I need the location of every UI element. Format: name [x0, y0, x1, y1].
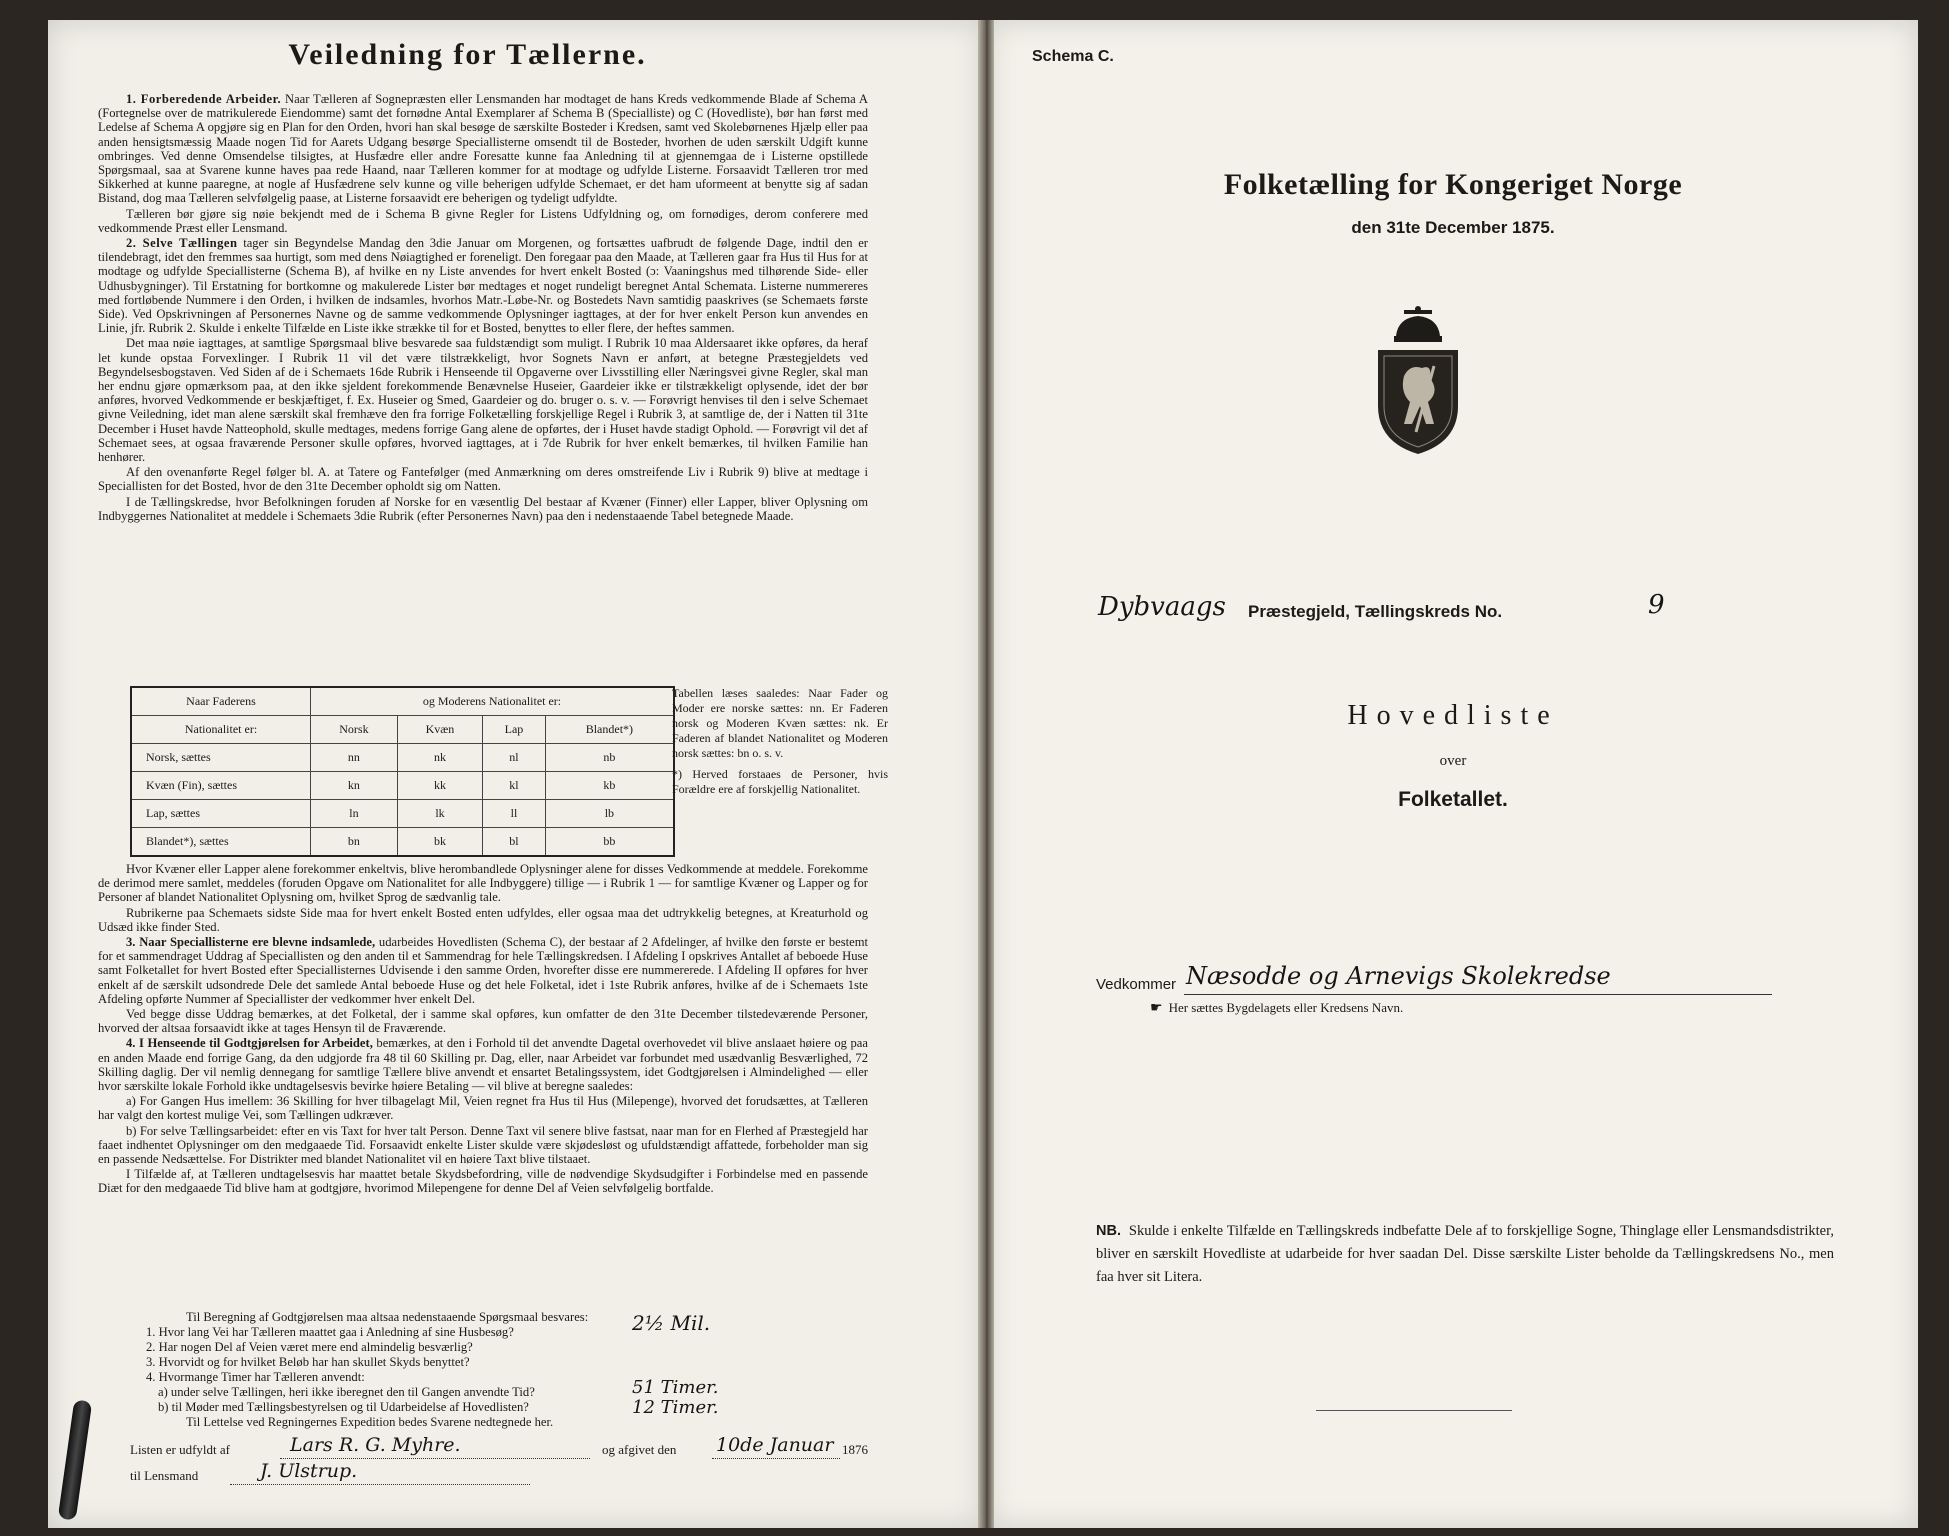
corner-bottom: Nationalitet er: — [131, 716, 311, 744]
district-name: Næsodde og Arnevigs Skolekredse — [1186, 962, 1611, 990]
table-row — [131, 828, 674, 857]
census-date: den 31te December 1875. — [1351, 218, 1555, 237]
left-page-title: Veiledning for Tællerne. — [288, 38, 647, 71]
para-3: Det maa nøie iagttages, at samtlige Spørgsmaal blive besvarede saa fuldstændigt som muligt. I Rubrik 10 maa Aldersaaret ikke opføres, da heraf let kunde opstaa Forvexlinger. I Rubrik 11 vil det være tilstrækkeligt, hvor Sognets Navn er anført, at betegne Præstegjeldets ved Begyndelsesbogstaven. Ved Siden af de i Schemaets 16de Rubrik i Henseende til Opgaverne over Livsstilling eller Næringsvei givne Regler, skal man her endnu gjøre opmærksom paa, at den ikke sjeldent forekommende Benævnelse Huseier, Gaardeier ikke er tilstrækkeligt oplysende, idet der bør anføres, hvorved Vedkommende er beskjæftiget, f. Ex. Huseier og Smed, Gaardeier og do. bruger o. s. v. — Forøvrigt henvises til den i selve Schemaet givne Veiledning, idet man alene særskilt skal fremhæve den fra forrige Folketælling forskjellige Regel i Rubrik 3, at samtlige de, der i Natten til 31te December i Huset havde Natteophold, skulle medtages, medens forrige Gang alene de opførtes, der i Huset havde stadigt Ophold. — Forøvrigt vil det af Schemaet sees, at ogsaa fraværende Personer skulle opføres, hvorved iagttages, at i 7de Rubrik for hver enkelt bemærkes, til hvilken Familie han henhører. — [98, 336, 868, 465]
table-cell: nb — [545, 744, 674, 772]
census-title: Folketælling for Kongeriget Norge — [1223, 168, 1683, 201]
table-cell: kb — [545, 772, 674, 800]
sign-name-2: J. Ulstrup. — [260, 1460, 358, 1482]
corner-top: Naar Faderens — [131, 687, 311, 716]
nationality-section — [130, 686, 890, 858]
row-label: Lap, sættes — [131, 800, 311, 828]
para-8 — [98, 935, 868, 1006]
para-10a: a) For Gangen Hus imellem: 36 Skilling for hver tilbagelagt Mil, Veien regnet fra Hus til Hus (Milepenge), hvorved det forudsættes, at Tælleren har valgt den kortest mulige Vei, som Tællingen udkræver. — [98, 1094, 868, 1123]
hovedliste-title: Hovedliste — [1347, 700, 1559, 731]
sign-mid: og afgivet den — [602, 1442, 677, 1457]
para-10 — [98, 1036, 868, 1093]
vedkommer-note: Her sættes Bygdelagets eller Kredsens Navn. — [1168, 1000, 1404, 1015]
para-11: I Tilfælde af, at Tælleren undtagelsesvis har maattet betale Skydsbefordring, ville de nødvendige Skydsudgifter i Forbindelse med en passende Diæt for den medgaaede Tid blive ham at godtgjøre, hvorimod Milepengene for denne Del af Veien selvfølgelig bortfalde. — [98, 1167, 868, 1196]
question-4b: b) til Møder med Tællingsbestyrelsen og til Udarbeidelse af Hovedlisten? — [158, 1400, 529, 1414]
table-cell: ln — [311, 800, 398, 828]
sign-label-2: til Lensmand — [130, 1468, 199, 1483]
vedkommer-line — [1184, 994, 1772, 995]
question-4: 4. Hvormange Timer har Tælleren anvendt: — [146, 1370, 365, 1384]
table-cell: bk — [397, 828, 482, 857]
pointing-hand-icon: ☛ — [1150, 1001, 1163, 1016]
row-label: Kvæn (Fin), sættes — [131, 772, 311, 800]
table-row — [131, 744, 674, 772]
sign-name-1: Lars R. G. Myhre. — [290, 1434, 461, 1456]
col-header: Norsk — [311, 716, 398, 744]
table-cell: bb — [545, 828, 674, 857]
parish-label: Præstegjeld, Tællingskreds No. — [1248, 602, 1503, 621]
question-4a: a) under selve Tællingen, heri ikke iberegnet den til Gangen anvendte Tid? — [158, 1385, 535, 1399]
answer-4a: 51 Timer. — [632, 1377, 719, 1398]
col-header: Blandet*) — [545, 716, 674, 744]
para-1-text: Naar Tælleren af Sognepræsten eller Lensmanden har modtaget de hans Kreds vedkommende Blade af Schema A (Fortegnelse over de matrikulerede Eiendomme) samt det fornødne Antal Exemplarer af Schema B (Specialliste) og C (Hovedliste), bør han først med Ledelse af Schema A opgjøre sig en Plan for den Orden, hvori han skal besøge de særskilte Bosteder i Kredsen, samt ved Skolebørnenes Hjælp eller paa anden hensigtsmæssig Maade nogen Tid for Aarets Udgang besørge Speciallisterne omsendt til de Bosteder, hvorhen de uden særskilt Udgift kunne ombringes. Ved denne Omsendelse tilsigtes, at Husfædre eller andre Foresatte kunne faa Anledning til at gjennemgaa de i Listerne opstillede Spørgsmaal, saa at Svarene kunne haves paa rede Haand, naar Tælleren kommer for at modtage og udfylde Listerne. Forsaavidt Tælleren tror med Sikkerhed at kunne paaregne, at nogle af Husfædrene selv kunne og ville beherigen udfylde Schemaet, er det ham uformeent at benytte sig af sadan Bistand, dog maa Tælleren selvfølgelig paase, at Listerne forsaavidt ere beherigen og tydeligt udfyldte. — [98, 92, 868, 206]
sign-label-1: Listen er udfyldt af — [130, 1442, 230, 1457]
para-2-text: tager sin Begyndelse Mandag den 3die Januar om Morgenen, og fortsættes uafbrudt de følgende Dage, indtil den er tilendebragt, idet den fremmes saa hurtigt, som med dens Nøiagtighed er foreneligt. Den foregaar paa den Maade, at Tælleren gaar fra Hus til Hus for at modtage og udfylde Speciallisterne (Schema B), af hvilke en ny Liste anvendes for hvert enkelt Bosted (ɔ: Vaaningshus med tilhørende Side- eller Udhusbygninger). Til Erstatning for bortkomne og makulerede Lister bør medtages et noget rundeligt beregnet Antal Schemata. Listerne nummereres med fortløbende Nummere i den Orden, i hvilken de indsamles, hvorhos Matr.-Løbe-Nr. og Bostedets Navn samtidig paaskrives (se Schemaets første Side). Ved Opskrivningen af Personernes Navne og de samme vedkommende Oplysninger iagttages, at der for hver enkelt Person kun anvendes en Linie, jfr. Rubrik 2. Skulde i enkelte Tilfælde en Liste ikke strække til for et Bosted, benyttes to eller flere, der heftes sammen. — [98, 236, 868, 336]
answer-1: 2½ Mil. — [632, 1311, 711, 1335]
table-row — [131, 772, 674, 800]
parish-row — [1098, 590, 1858, 636]
para-12: Til Beregning af Godtgjørelsen maa altsaa nedenstaaende Spørgsmaal besvares: — [186, 1310, 589, 1324]
table-cell: nl — [483, 744, 546, 772]
table-cell: kn — [311, 772, 398, 800]
para-4: Af den ovenanførte Regel følger bl. A. at Tatere og Fantefølger (med Anmærkning om deres omstreifende Liv i Rubrik 9) blive at medtage i Speciallisten for det Bosted, hvor de den 31te December opholdt sig om Natten. — [98, 465, 868, 494]
table-cell: lk — [397, 800, 482, 828]
table-notes — [672, 686, 888, 803]
table-cell: ll — [483, 800, 546, 828]
para-1 — [98, 92, 868, 206]
over-label: over — [1439, 753, 1467, 769]
col-header: Kvæn — [397, 716, 482, 744]
para-10-text: bemærkes, at den i Forhold til det anvendte Dagetal overhovedet vil blive anslaaet høiere og paa en anden Maade end forrige Gang, da den udgjorde fra 48 til 60 Skilling pr. Dag, eller, naar Arbeidet var forbundet med usædvanlig Besværlighed, 72 Skilling daglig. Der vil nemlig dennegang for samtlige Tællere blive anvendt et ensartet Betalingssystem, idet Godtgjørelsen i Almindelighed — eller hvor særskilte lokale Forhold ikke undtagelsesvis bevirke høiere Betaling — vil blive at beregne saaledes: — [98, 1036, 868, 1094]
nb-note — [1096, 1220, 1834, 1289]
sign-year: 1876 — [842, 1442, 868, 1457]
mother-header: og Moderens Nationalitet er: — [311, 687, 675, 716]
nb-text: Skulde i enkelte Tilfælde en Tællingskreds indbefatte Dele af to forskjellige Sogne, Thinglage eller Lensmandsdistrikter, bliver en særskilt Hovedliste at udarbeide for hver saadan Del. Disse særskilte Lister beholde da Tællingskredsens No., men faa hver sit Litera. — [1096, 1223, 1834, 1285]
coat-of-arms-icon — [1370, 306, 1466, 456]
table-row — [131, 800, 674, 828]
para-5: I de Tællingskredse, hvor Befolkningen foruden af Norske for en væsentlig Del bestaar af Kvæner (Finner) eller Lapper, bliver Oplysning om Indbyggernes Nationalitet at meddele i Schemaets 3die Rubrik (efter Personernes Navn) paa den i nedenstaaende Tabel betegnede Maade. — [98, 494, 868, 523]
nb-heading: NB. — [1096, 1223, 1121, 1239]
sign-date: 10de Januar — [716, 1434, 834, 1456]
instructions-body — [98, 92, 868, 524]
para-8-text: udarbeides Hovedlisten (Schema C), der bestaar af 2 Afdelinger, af hvilke den første er bestemt for et sammendraget Uddrag af Speciallisten og den anden til et Sammendrag for hele Tællingskredsen. I Afdeling I opskrives Antallet af beboede Huse samt Folketallet for hvert Bosted efter Speciallisternes Udvisende i den samme Orden, hvorefter disse ere nummererede. I Afdeling II opføres for hver enkelt af de særskilt udsondrede Dele det samlede Antal beboede Huse og det hele Folketal, idet i 1ste Rubrik anføres, hvilke af de i Schemaets 1ste Afdeling opførte Nummer af Speciallister der vedkommer hver enkelt Del. — [98, 935, 869, 1006]
para-8-heading: 3. Naar Speciallisterne ere blevne indsamlede, — [126, 935, 376, 950]
table-cell: bl — [483, 828, 546, 857]
question-3: 3. Hvorvidt og for hvilket Beløb har han skullet Skyds benyttet? — [146, 1355, 470, 1369]
right-page — [988, 20, 1918, 1528]
row-label: Blandet*), sættes — [131, 828, 311, 857]
para-7: Rubrikerne paa Schemaets sidste Side maa for hvert enkelt Bosted enten udfyldes, eller ogsaa maa det udtrykkelig betegnes, at Kreaturhold og Udsæd ikke finder Sted. — [98, 905, 868, 934]
vedkommer-row — [1096, 962, 1816, 1002]
table-cell: kk — [397, 772, 482, 800]
book-gutter — [978, 20, 994, 1528]
para-10-heading: 4. I Henseende til Godtgjørelsen for Arbeidet, — [126, 1036, 373, 1051]
para-2 — [98, 236, 868, 335]
answer-4b: 12 Timer. — [632, 1397, 719, 1418]
table-cell: nk — [397, 744, 482, 772]
vedkommer-label: Vedkommer — [1096, 976, 1177, 993]
para-1b: Tælleren bør gjøre sig nøie bekjendt med de i Schema B givne Regler for Listens Udfyldning og, om fornødiges, derom conferere med vedkommende Præst eller Lensmand. — [98, 206, 868, 235]
para-2-heading: 2. Selve Tællingen — [126, 236, 238, 251]
table-note-1: Tabellen læses saaledes: Naar Fader og Moder ere norske sættes: nn. Er Faderen norsk og Moderen Kvæn sættes: nk. Er Faderen af blandet Nationalitet og Moderen norsk sættes: bn o. s. v. — [672, 686, 888, 760]
vedkommer-note-row — [1150, 1000, 1403, 1017]
schema-label: Schema C. — [1032, 48, 1114, 65]
col-header: Lap — [483, 716, 546, 744]
table-cell: lb — [545, 800, 674, 828]
question-note: Til Lettelse ved Regningernes Expedition bedes Svarene nedtegnede her. — [186, 1415, 554, 1429]
instructions-body-2 — [98, 862, 868, 1197]
folketallet-label: Folketallet. — [1398, 788, 1508, 811]
question-2: 2. Har nogen Del af Veien været mere end almindelig besværlig? — [146, 1340, 473, 1354]
row-label: Norsk, sættes — [131, 744, 311, 772]
para-6: Hvor Kvæner eller Lapper alene forekommer enkeltvis, blive herombandlede Oplysninger alene for disses Vedkommende at meddele. Forekomme de derimod mere samlet, meddeles (foruden Opgave om Nationalitet for alle Indbyggere) tillige — i Rubrik 1 — for samtlige Kvæner og Lapper og for Personer af blandet Nationalitet Oplysning om, hvilket Sprog de sædvanlig tale. — [98, 862, 868, 905]
footer-rule — [1316, 1410, 1512, 1411]
kreds-number: 9 — [1648, 590, 1665, 620]
table-note-2: *) Herved forstaaes de Personer, hvis Forældre ere af forskjellig Nationalitet. — [672, 767, 888, 796]
table-cell: bn — [311, 828, 398, 857]
para-9: Ved begge disse Uddrag bemærkes, at det Folketal, der i samme skal opføres, kun omfatter de den 31te December tilstedeværende Personer, hvorved der altsaa forsaavidt ikke at tages Hensyn til de Fraværende. — [98, 1007, 868, 1036]
table-cell: nn — [311, 744, 398, 772]
table-cell: kl — [483, 772, 546, 800]
question-1: 1. Hvor lang Vei har Tælleren maattet gaa i Anledning af sine Husbesøg? — [146, 1325, 514, 1339]
nationality-table — [130, 686, 675, 857]
para-10b: b) For selve Tællingsarbeidet: efter en vis Taxt for hver talt Person. Denne Taxt vil senere blive fastsat, naar man for en Flerhed af Præstegjeld har faaet indhentet Oplysninger om den medgaaede Tid. Forsaavidt enkelte Lister skulde være skjødesløst og ufuldstændigt affattede, forbeholder man sig en passende Nedsættelse. For Distrikter med blandet Nationalitet vil en høiere Taxt blive tilstaaet. — [98, 1123, 868, 1167]
parish-name: Dybvaags — [1098, 592, 1226, 622]
para-1-heading: 1. Forberedende Arbeider. — [126, 92, 282, 106]
